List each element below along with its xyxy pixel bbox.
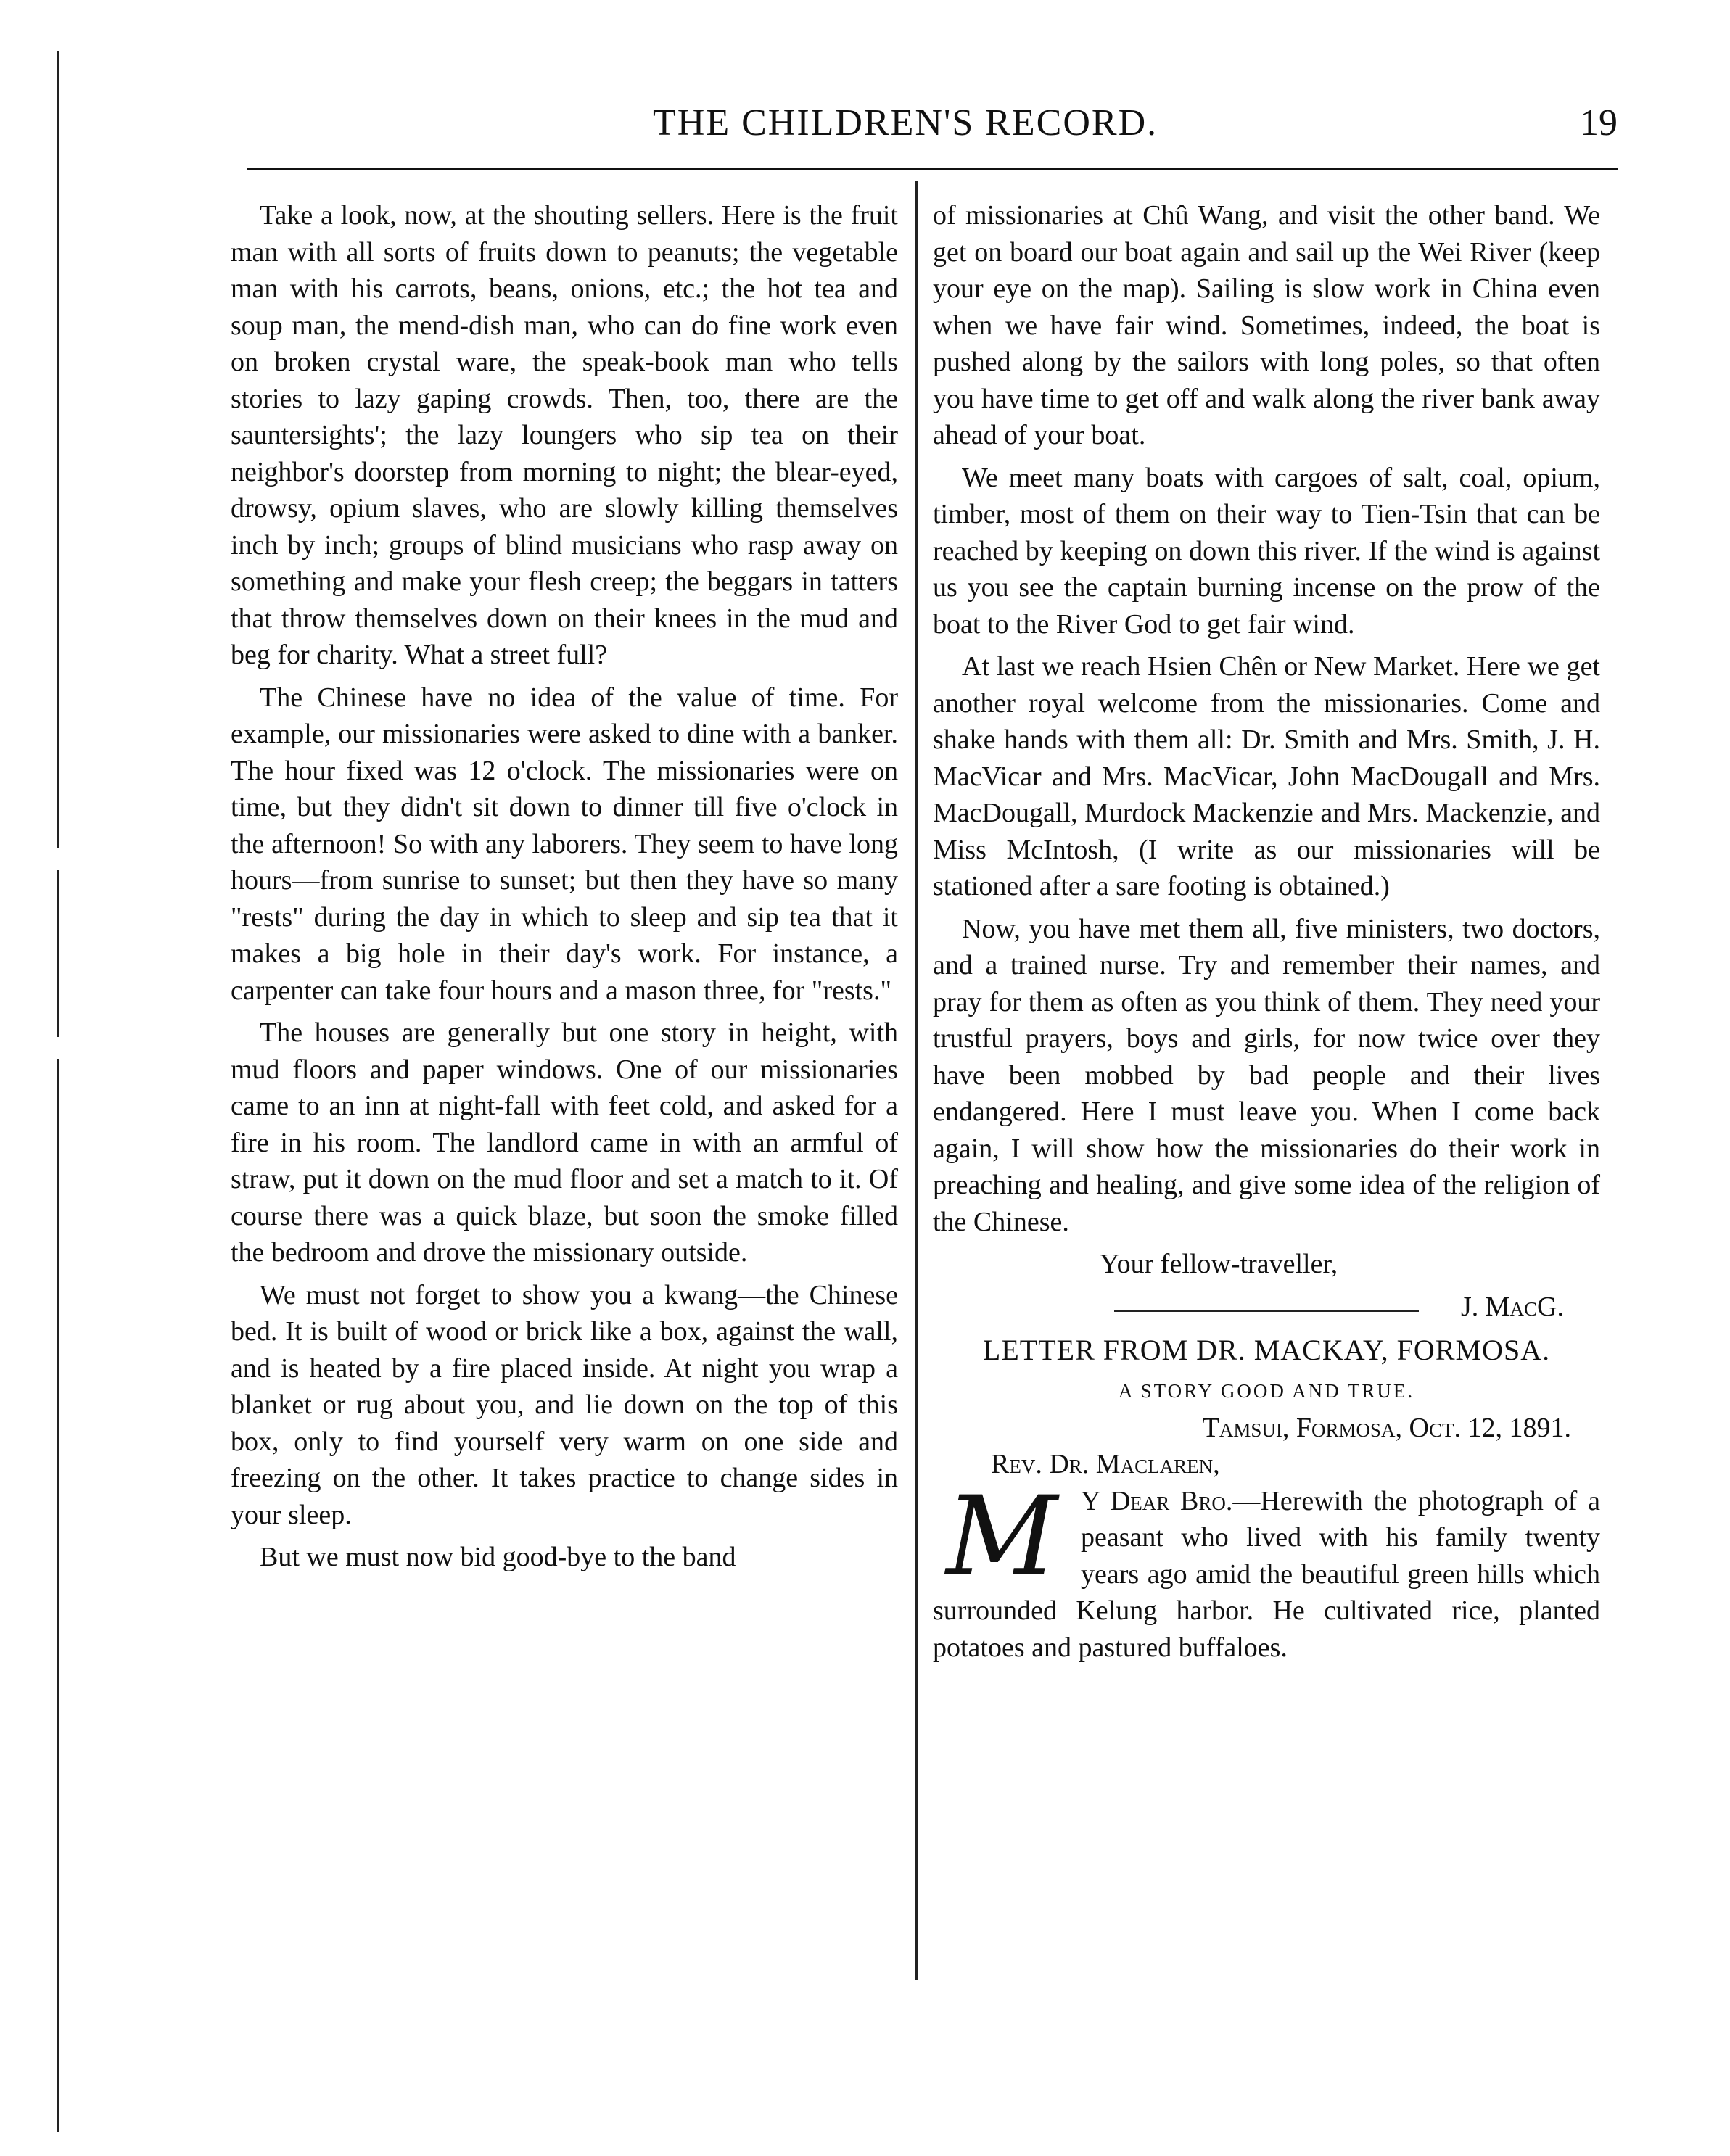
page-edge-line	[57, 870, 59, 1037]
paragraph: The houses are generally but one story in height, with mud floors and paper windows. One of our missionaries came to an inn at night-fall with feet cold, and asked for a fire in his room. The landlord came in with an armful of straw, put it down on the mud floor and set a match to it. Of course there was a quick blaze, but soon the smoke filled the bedroom and drove the missionary outside.	[231, 1017, 898, 1268]
letter-body-text: —Herewith the photograph of a peasant who lived with his family twenty years ago amid the beautiful green hills which surrounded Kelung harbor. He cultivated rice, planted potatoes and pastured buffaloes.	[933, 1485, 1600, 1663]
paragraph: Take a look, now, at the shouting sellers. Here is the fruit man with all sorts of fruits down to peanuts; the vegetable man with his carrots, beans, onions, etc.; the hot tea and soup man, the mend-dish man, who can do fine work even on broken crystal ware, the speak-book man who tells stories to lazy gaping crowds. Then, too, there are the sauntersights'; the lazy loungers who sip tea on their neighbor's doorstep from morning to night; the blear-eyed, drowsy, opium slaves, who are slowly killing themselves inch by inch; groups of blind musicians who rasp away on something and make your flesh creep; the beggars in tatters that throw themselves down on their knees in the mud and beg for charity. What a street full?	[231, 200, 898, 670]
letter-body-lead: Y Dear Bro.	[1081, 1485, 1233, 1516]
paragraph: But we must now bid good-bye to the band	[260, 1542, 736, 1572]
page-number: 19	[1580, 102, 1618, 144]
signature: J. MacG.	[1460, 1291, 1564, 1322]
paragraph: Now, you have met them all, five ministers, two doctors, and a trained nurse. Try and remember their names, and pray for them as often as you think of them. They need your trustful prayers, boys and girls, for now twice over they have been mobbed by bad people and their lives endangered. Here I must leave you. When I come back again, I will show how the missionaries do their work in preaching and healing, and give some idea of the religion of the Chinese.	[933, 913, 1600, 1237]
publication-title: THE CHILDREN'S RECORD.	[653, 102, 1158, 144]
running-header	[247, 102, 1618, 160]
paragraph: of missionaries at Chû Wang, and visit the other band. We get on board our boat again and sail up the Wei River (keep your eye on the map). Sailing is slow work in China even when we have fair wind. Sometimes, indeed, the boat is pushed along by the sailors with long poles, so that often you have time to get off and walk along the river bank away ahead of your boat.	[933, 200, 1600, 450]
letter-subtitle: A STORY GOOD AND TRUE.	[1118, 1380, 1415, 1402]
dateline: Tamsui, Formosa, Oct. 12, 1891.	[1202, 1412, 1571, 1443]
page-edge-line	[57, 51, 59, 848]
paragraph: The Chinese have no idea of the value of time. For example, our missionaries were asked to dine with a banker. The hour fixed was 12 o'clock. The missionaries were on time, but they didn't sit down to dinner till five o'clock in the afternoon! So with any laborers. They seem to have long hours—from sunrise to sunset; but then they have so many "rests" during the day in which to sleep and sip tea that it makes a big hole in their day's work. For instance, a carpenter can take four hours and a mason three, for "rests."	[231, 682, 898, 1006]
left-column	[231, 197, 898, 1582]
page-edge-line	[57, 1059, 59, 2132]
paragraph: We meet many boats with cargoes of salt, coal, opium, timber, most of them on their way to Tien-Tsin that can be reached by keeping on down this river. If the wind is against us you see the captain burning incense on the prow of the boat to the River God to get fair wind.	[933, 462, 1600, 640]
paragraph: At last we reach Hsien Chên or New Market. Here we get another royal welcome from the missionaries. Come and shake hands with them all: Dr. Smith and Mrs. Smith, J. H. MacVicar and Mrs. MacVicar, John MacDougall and Mrs. MacDougall, Murdock Mackenzie and Mrs. Mackenzie, and Miss McIntosh, (I write as our missionaries will be stationed after a sare footing is obtained.)	[933, 651, 1600, 901]
signature-row	[933, 1289, 1600, 1326]
letter-body	[933, 1473, 1600, 1666]
column-divider	[915, 181, 918, 1980]
salutation: Rev. Dr. Maclaren,	[991, 1449, 1220, 1479]
signoff: Your fellow-traveller,	[1100, 1249, 1338, 1279]
ornamental-dropcap: M	[946, 1473, 1058, 1600]
header-rule	[247, 168, 1618, 170]
right-column	[933, 197, 1600, 1672]
letter-title: LETTER FROM DR. MACKAY, FORMOSA.	[982, 1333, 1551, 1366]
signature-rule	[1114, 1310, 1419, 1312]
paragraph: We must not forget to show you a kwang—the Chinese bed. It is built of wood or brick like a box, against the wall, and is heated by a fire placed inside. At night you wrap a blanket or rug about you, and lie down on the top of this box, only to find yourself very warm on one side and freezing on the other. It takes practice to change sides in your sleep.	[231, 1279, 898, 1530]
